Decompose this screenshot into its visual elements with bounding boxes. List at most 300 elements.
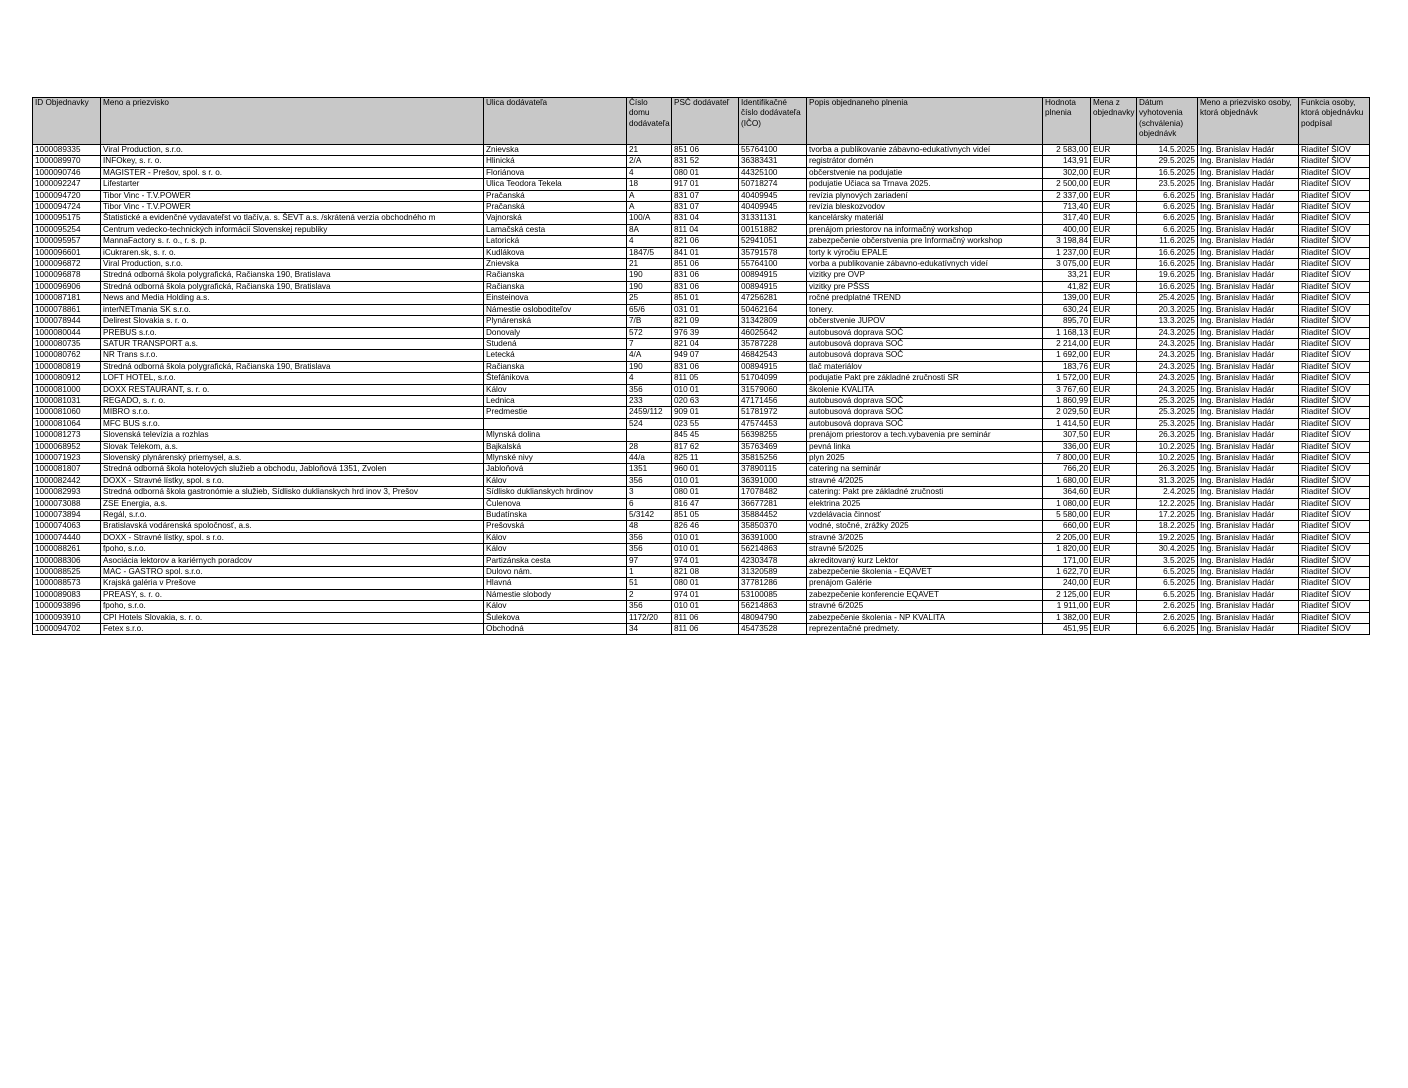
table-row (33, 555, 1370, 566)
cell-amount: 240,00 (1043, 578, 1091, 589)
cell-postal-code: 010 01 (672, 544, 739, 555)
cell-house-number: 4 (627, 167, 672, 178)
cell-amount: 1 820,00 (1043, 544, 1091, 555)
cell-house-number: 190 (627, 270, 672, 281)
cell-date: 24.3.2025 (1137, 338, 1198, 349)
cell-date: 10.2.2025 (1137, 441, 1198, 452)
cell-street: Kálov (484, 544, 627, 555)
header-approver-role: Funkcia osoby, ktorá objednávku podpísal (1299, 98, 1370, 145)
cell-approver-role: Riaditeľ ŠIOV (1299, 498, 1370, 509)
cell-street (484, 418, 627, 429)
cell-order-id: 1000080819 (33, 361, 101, 372)
header-description: Popis objednaneho plnenia (807, 98, 1043, 145)
cell-currency: EUR (1091, 384, 1137, 395)
table-row (33, 441, 1370, 452)
cell-ico: 42303478 (739, 555, 807, 566)
cell-amount: 183,76 (1043, 361, 1091, 372)
cell-approver-name: Ing. Branislav Hadár (1198, 202, 1299, 213)
cell-date: 16.6.2025 (1137, 247, 1198, 258)
cell-order-id: 1000080762 (33, 350, 101, 361)
cell-order-id: 1000074440 (33, 532, 101, 543)
cell-ico: 45473528 (739, 624, 807, 635)
cell-ico: 40409945 (739, 190, 807, 201)
cell-supplier-name: MAGISTER - Prešov, spol. s r. o. (101, 167, 484, 178)
cell-amount: 1 168,13 (1043, 327, 1091, 338)
table-row (33, 487, 1370, 498)
cell-postal-code: 831 04 (672, 213, 739, 224)
cell-order-id: 1000090746 (33, 167, 101, 178)
cell-house-number: 44/a (627, 452, 672, 463)
cell-approver-name: Ing. Branislav Hadár (1198, 589, 1299, 600)
cell-supplier-name: Krajská galéria v Prešove (101, 578, 484, 589)
cell-order-id: 1000081273 (33, 430, 101, 441)
cell-amount: 41,82 (1043, 281, 1091, 292)
cell-order-id: 1000094702 (33, 624, 101, 635)
cell-street: Hlinická (484, 156, 627, 167)
cell-ico: 56398255 (739, 430, 807, 441)
cell-postal-code: 821 06 (672, 236, 739, 247)
cell-street: Vajnorská (484, 213, 627, 224)
cell-street: Čulenova (484, 498, 627, 509)
cell-approver-role: Riaditeľ ŠIOV (1299, 487, 1370, 498)
cell-description: revízia bleskozvodov (807, 202, 1043, 213)
cell-approver-name: Ing. Branislav Hadár (1198, 555, 1299, 566)
cell-approver-role: Riaditeľ ŠIOV (1299, 384, 1370, 395)
cell-street: Kálov (484, 475, 627, 486)
cell-supplier-name: CPI Hotels Slovakia, s. r. o. (101, 612, 484, 623)
cell-postal-code: 831 06 (672, 281, 739, 292)
cell-house-number: 5/3142 (627, 510, 672, 521)
cell-street: Kálov (484, 601, 627, 612)
table-row (33, 395, 1370, 406)
cell-street: Mlynská dolina (484, 430, 627, 441)
cell-ico: 31320589 (739, 567, 807, 578)
cell-amount: 3 075,00 (1043, 259, 1091, 270)
cell-order-id: 1000082442 (33, 475, 101, 486)
cell-approver-role: Riaditeľ ŠIOV (1299, 555, 1370, 566)
cell-date: 17.2.2025 (1137, 510, 1198, 521)
cell-approver-name: Ing. Branislav Hadár (1198, 293, 1299, 304)
cell-supplier-name: Stredná odborná škola polygrafická, Račianska 190, Bratislava (101, 361, 484, 372)
cell-supplier-name: Tibor Vinc - T.V.POWER (101, 190, 484, 201)
cell-date: 6.6.2025 (1137, 202, 1198, 213)
cell-postal-code: 821 04 (672, 338, 739, 349)
cell-order-id: 1000081000 (33, 384, 101, 395)
cell-approver-name: Ing. Branislav Hadár (1198, 418, 1299, 429)
cell-order-id: 1000081031 (33, 395, 101, 406)
cell-currency: EUR (1091, 190, 1137, 201)
cell-description: zabezpečenie občerstvenia pre Informačný workshop (807, 236, 1043, 247)
cell-supplier-name: Slovenský plynárenský priemysel, a.s. (101, 452, 484, 463)
cell-description: prenájom Galérie (807, 578, 1043, 589)
cell-approver-role: Riaditeľ ŠIOV (1299, 190, 1370, 201)
cell-order-id: 1000088573 (33, 578, 101, 589)
header-currency: Mena z objednavky (1091, 98, 1137, 145)
cell-order-id: 1000080912 (33, 373, 101, 384)
cell-date: 20.3.2025 (1137, 304, 1198, 315)
cell-postal-code: 845 45 (672, 430, 739, 441)
cell-postal-code: 811 05 (672, 373, 739, 384)
cell-supplier-name: DOXX RESTAURANT, s. r. o. (101, 384, 484, 395)
cell-house-number: 1847/5 (627, 247, 672, 258)
cell-ico: 40409945 (739, 202, 807, 213)
cell-ico: 35884452 (739, 510, 807, 521)
cell-approver-name: Ing. Branislav Hadár (1198, 338, 1299, 349)
cell-currency: EUR (1091, 555, 1137, 566)
cell-order-id: 1000095957 (33, 236, 101, 247)
cell-ico: 55764100 (739, 145, 807, 156)
cell-supplier-name: Slovak Telekom, a.s. (101, 441, 484, 452)
cell-ico: 47574453 (739, 418, 807, 429)
table-row (33, 190, 1370, 201)
cell-amount: 1 622,70 (1043, 567, 1091, 578)
cell-street: Partizánska cesta (484, 555, 627, 566)
cell-currency: EUR (1091, 498, 1137, 509)
cell-supplier-name: MannaFactory s. r. o., r. s. p. (101, 236, 484, 247)
cell-date: 26.3.2025 (1137, 464, 1198, 475)
cell-ico: 53100085 (739, 589, 807, 600)
cell-supplier-name: Stredná odborná škola hotelových služieb a obchodu, Jabloňová 1351, Zvolen (101, 464, 484, 475)
cell-amount: 1 237,00 (1043, 247, 1091, 258)
cell-description: catering na seminár (807, 464, 1043, 475)
table-row (33, 167, 1370, 178)
cell-amount: 1 080,00 (1043, 498, 1091, 509)
cell-amount: 1 911,00 (1043, 601, 1091, 612)
cell-approver-name: Ing. Branislav Hadár (1198, 304, 1299, 315)
cell-approver-name: Ing. Branislav Hadár (1198, 247, 1299, 258)
cell-supplier-name: Bratislavská vodárenská spoločnosť, a.s. (101, 521, 484, 532)
cell-currency: EUR (1091, 179, 1137, 190)
cell-currency: EUR (1091, 293, 1137, 304)
cell-order-id: 1000078944 (33, 316, 101, 327)
cell-approver-name: Ing. Branislav Hadár (1198, 475, 1299, 486)
cell-ico: 35787228 (739, 338, 807, 349)
cell-approver-role: Riaditeľ ŠIOV (1299, 213, 1370, 224)
cell-supplier-name: REGADO, s. r. o. (101, 395, 484, 406)
table-row (33, 270, 1370, 281)
cell-approver-role: Riaditeľ ŠIOV (1299, 601, 1370, 612)
cell-supplier-name: fpoho, s.r.o. (101, 544, 484, 555)
cell-amount: 336,00 (1043, 441, 1091, 452)
cell-house-number: 18 (627, 179, 672, 190)
cell-ico: 52941051 (739, 236, 807, 247)
cell-supplier-name: News and Media Holding a.s. (101, 293, 484, 304)
table-row (33, 601, 1370, 612)
cell-description: občerstvenie na podujatie (807, 167, 1043, 178)
cell-date: 2.6.2025 (1137, 612, 1198, 623)
header-postal-code: PSČ dodávateľ (672, 98, 739, 145)
cell-street: Jabloňová (484, 464, 627, 475)
cell-amount: 766,20 (1043, 464, 1091, 475)
cell-postal-code: 010 01 (672, 532, 739, 543)
cell-postal-code: 020 63 (672, 395, 739, 406)
table-row (33, 612, 1370, 623)
cell-ico: 36677281 (739, 498, 807, 509)
cell-amount: 3 767,60 (1043, 384, 1091, 395)
cell-amount: 5 580,00 (1043, 510, 1091, 521)
cell-ico: 51704099 (739, 373, 807, 384)
cell-order-id: 1000096872 (33, 259, 101, 270)
cell-order-id: 1000094720 (33, 190, 101, 201)
cell-ico: 35850370 (739, 521, 807, 532)
cell-date: 30.4.2025 (1137, 544, 1198, 555)
cell-order-id: 1000095254 (33, 224, 101, 235)
cell-date: 6.6.2025 (1137, 213, 1198, 224)
cell-description: stravné 5/2025 (807, 544, 1043, 555)
cell-order-id: 1000081060 (33, 407, 101, 418)
cell-street: Floriánova (484, 167, 627, 178)
cell-approver-name: Ing. Branislav Hadár (1198, 224, 1299, 235)
cell-approver-role: Riaditeľ ŠIOV (1299, 612, 1370, 623)
cell-description: zabezpečenie konferencie EQAVET (807, 589, 1043, 600)
cell-amount: 307,50 (1043, 430, 1091, 441)
cell-approver-name: Ing. Branislav Hadár (1198, 270, 1299, 281)
cell-postal-code: 976 39 (672, 327, 739, 338)
cell-description: tlač materiálov (807, 361, 1043, 372)
cell-amount: 317,40 (1043, 213, 1091, 224)
table-row (33, 498, 1370, 509)
cell-date: 2.6.2025 (1137, 601, 1198, 612)
cell-description: autobusová doprava SOČ (807, 327, 1043, 338)
cell-supplier-name: DOXX - Stravné lístky, spol. s r.o. (101, 475, 484, 486)
cell-amount: 400,00 (1043, 224, 1091, 235)
table-row (33, 464, 1370, 475)
cell-approver-role: Riaditeľ ŠIOV (1299, 338, 1370, 349)
cell-approver-role: Riaditeľ ŠIOV (1299, 441, 1370, 452)
cell-order-id: 1000089335 (33, 145, 101, 156)
cell-currency: EUR (1091, 224, 1137, 235)
cell-house-number: 572 (627, 327, 672, 338)
cell-approver-role: Riaditeľ ŠIOV (1299, 304, 1370, 315)
cell-supplier-name: NR Trans s.r.o. (101, 350, 484, 361)
cell-description: tonery. (807, 304, 1043, 315)
cell-postal-code: 917 01 (672, 179, 739, 190)
cell-house-number: 1 (627, 567, 672, 578)
cell-street: Znievska (484, 145, 627, 156)
cell-date: 25.3.2025 (1137, 407, 1198, 418)
cell-ico: 00894915 (739, 281, 807, 292)
cell-approver-role: Riaditeľ ŠIOV (1299, 475, 1370, 486)
cell-amount: 660,00 (1043, 521, 1091, 532)
cell-order-id: 1000089083 (33, 589, 101, 600)
cell-currency: EUR (1091, 350, 1137, 361)
cell-approver-role: Riaditeľ ŠIOV (1299, 589, 1370, 600)
cell-description: autobusová doprava SOČ (807, 350, 1043, 361)
cell-description: catering: Pakt pre základné zručnosti (807, 487, 1043, 498)
table-row (33, 156, 1370, 167)
cell-house-number: 34 (627, 624, 672, 635)
cell-amount: 1 382,00 (1043, 612, 1091, 623)
cell-house-number: 524 (627, 418, 672, 429)
cell-description: zabezpečenie školenia - NP KVALITA (807, 612, 1043, 623)
cell-date: 6.6.2025 (1137, 190, 1198, 201)
cell-order-id: 1000092247 (33, 179, 101, 190)
cell-ico: 36391000 (739, 475, 807, 486)
cell-approver-name: Ing. Branislav Hadár (1198, 145, 1299, 156)
cell-amount: 1 414,50 (1043, 418, 1091, 429)
cell-amount: 1 692,00 (1043, 350, 1091, 361)
cell-order-id: 1000088525 (33, 567, 101, 578)
cell-postal-code: 010 01 (672, 601, 739, 612)
header-supplier-name: Meno a priezvisko (101, 98, 484, 145)
cell-ico: 50718274 (739, 179, 807, 190)
cell-postal-code: 949 07 (672, 350, 739, 361)
cell-approver-name: Ing. Branislav Hadár (1198, 464, 1299, 475)
cell-approver-role: Riaditeľ ŠIOV (1299, 167, 1370, 178)
cell-street: Studená (484, 338, 627, 349)
cell-street: Latorická (484, 236, 627, 247)
table-row (33, 361, 1370, 372)
cell-street: Predmestie (484, 407, 627, 418)
cell-currency: EUR (1091, 475, 1137, 486)
cell-date: 25.3.2025 (1137, 418, 1198, 429)
cell-order-id: 1000096878 (33, 270, 101, 281)
table-row (33, 350, 1370, 361)
cell-ico: 51781972 (739, 407, 807, 418)
cell-date: 16.6.2025 (1137, 281, 1198, 292)
cell-house-number: 28 (627, 441, 672, 452)
cell-ico: 36383431 (739, 156, 807, 167)
cell-date: 12.2.2025 (1137, 498, 1198, 509)
cell-supplier-name: LOFT HOTEL, s.r.o. (101, 373, 484, 384)
cell-house-number: 233 (627, 395, 672, 406)
cell-date: 23.5.2025 (1137, 179, 1198, 190)
cell-approver-role: Riaditeľ ŠIOV (1299, 395, 1370, 406)
table-row (33, 407, 1370, 418)
cell-description: stravné 6/2025 (807, 601, 1043, 612)
cell-order-id: 1000088261 (33, 544, 101, 555)
cell-amount: 895,70 (1043, 316, 1091, 327)
cell-street: Znievska (484, 259, 627, 270)
cell-date: 25.4.2025 (1137, 293, 1198, 304)
cell-house-number: 97 (627, 555, 672, 566)
cell-amount: 2 125,00 (1043, 589, 1091, 600)
cell-amount: 713,40 (1043, 202, 1091, 213)
cell-date: 11.6.2025 (1137, 236, 1198, 247)
cell-date: 6.5.2025 (1137, 578, 1198, 589)
cell-approver-name: Ing. Branislav Hadár (1198, 624, 1299, 635)
cell-supplier-name: Tibor Vinc - T.V.POWER (101, 202, 484, 213)
cell-currency: EUR (1091, 395, 1137, 406)
cell-approver-name: Ing. Branislav Hadár (1198, 521, 1299, 532)
cell-description: reprezentačné predmety. (807, 624, 1043, 635)
cell-order-id: 1000087181 (33, 293, 101, 304)
cell-street: Kálov (484, 532, 627, 543)
cell-street: Ulica Teodora Tekela (484, 179, 627, 190)
cell-amount: 1 860,99 (1043, 395, 1091, 406)
cell-currency: EUR (1091, 361, 1137, 372)
cell-house-number: 190 (627, 281, 672, 292)
table-row (33, 521, 1370, 532)
cell-postal-code: 821 09 (672, 316, 739, 327)
cell-order-id: 1000096906 (33, 281, 101, 292)
cell-currency: EUR (1091, 532, 1137, 543)
cell-ico: 35791578 (739, 247, 807, 258)
cell-supplier-name: INFOkey, s. r. o. (101, 156, 484, 167)
cell-approver-role: Riaditeľ ŠIOV (1299, 430, 1370, 441)
table-row (33, 578, 1370, 589)
cell-ico: 00151882 (739, 224, 807, 235)
cell-postal-code: 821 08 (672, 567, 739, 578)
cell-amount: 139,00 (1043, 293, 1091, 304)
cell-currency: EUR (1091, 601, 1137, 612)
cell-house-number: 4 (627, 373, 672, 384)
cell-supplier-name: MAC - GASTRO spol. s.r.o. (101, 567, 484, 578)
table-row (33, 452, 1370, 463)
table-row (33, 236, 1370, 247)
cell-approver-role: Riaditeľ ŠIOV (1299, 236, 1370, 247)
table-row (33, 589, 1370, 600)
cell-supplier-name: Regál, s.r.o. (101, 510, 484, 521)
cell-order-id: 1000095175 (33, 213, 101, 224)
cell-ico: 31579060 (739, 384, 807, 395)
cell-street: Letecká (484, 350, 627, 361)
cell-currency: EUR (1091, 612, 1137, 623)
cell-approver-role: Riaditeľ ŠIOV (1299, 247, 1370, 258)
cell-order-id: 1000068952 (33, 441, 101, 452)
cell-currency: EUR (1091, 418, 1137, 429)
cell-amount: 2 337,00 (1043, 190, 1091, 201)
cell-supplier-name: PREBUS s.r.o. (101, 327, 484, 338)
cell-ico: 35763469 (739, 441, 807, 452)
cell-currency: EUR (1091, 624, 1137, 635)
cell-date: 25.3.2025 (1137, 395, 1198, 406)
cell-ico: 44325100 (739, 167, 807, 178)
cell-currency: EUR (1091, 373, 1137, 384)
cell-description: vzdelávacia činnosť (807, 510, 1043, 521)
cell-description: tvorba a publikovanie zábavno-edukatívnych videí (807, 145, 1043, 156)
cell-postal-code: 841 01 (672, 247, 739, 258)
cell-approver-name: Ing. Branislav Hadár (1198, 167, 1299, 178)
cell-postal-code: 851 06 (672, 145, 739, 156)
table-row (33, 179, 1370, 190)
cell-approver-name: Ing. Branislav Hadár (1198, 612, 1299, 623)
cell-postal-code: 960 01 (672, 464, 739, 475)
cell-supplier-name: iCukraren.sk, s. r. o. (101, 247, 484, 258)
cell-order-id: 1000080735 (33, 338, 101, 349)
cell-supplier-name: Stredná odborná škola gastronómie a služieb, Sídlisko duklianskych hrd inov 3, Prešov (101, 487, 484, 498)
cell-street: Obchodná (484, 624, 627, 635)
table-row (33, 316, 1370, 327)
cell-ico: 55764100 (739, 259, 807, 270)
cell-currency: EUR (1091, 270, 1137, 281)
cell-street: Budatínska (484, 510, 627, 521)
cell-supplier-name: Delirest Slovakia s. r. o. (101, 316, 484, 327)
cell-postal-code: 974 01 (672, 589, 739, 600)
cell-description: stravné 3/2025 (807, 532, 1043, 543)
cell-ico: 31331131 (739, 213, 807, 224)
cell-date: 16.6.2025 (1137, 259, 1198, 270)
cell-description: prenájom priestorov na informačný workshop (807, 224, 1043, 235)
table-row (33, 373, 1370, 384)
cell-supplier-name: Stredná odborná škola polygrafická, Račianska 190, Bratislava (101, 270, 484, 281)
cell-date: 16.5.2025 (1137, 167, 1198, 178)
cell-ico: 00894915 (739, 361, 807, 372)
cell-house-number: 8A (627, 224, 672, 235)
cell-house-number: 3 (627, 487, 672, 498)
cell-date: 3.5.2025 (1137, 555, 1198, 566)
cell-date: 6.6.2025 (1137, 624, 1198, 635)
table-row (33, 624, 1370, 635)
cell-postal-code: 851 01 (672, 293, 739, 304)
cell-approver-name: Ing. Branislav Hadár (1198, 532, 1299, 543)
cell-approver-name: Ing. Branislav Hadár (1198, 441, 1299, 452)
cell-order-id: 1000073894 (33, 510, 101, 521)
cell-supplier-name: Stredná odborná škola polygrafická, Račianska 190, Bratislava (101, 281, 484, 292)
cell-approver-name: Ing. Branislav Hadár (1198, 395, 1299, 406)
cell-date: 24.3.2025 (1137, 327, 1198, 338)
header-date: Dátum vyhotovenia (schválenia) objednávk (1137, 98, 1198, 145)
